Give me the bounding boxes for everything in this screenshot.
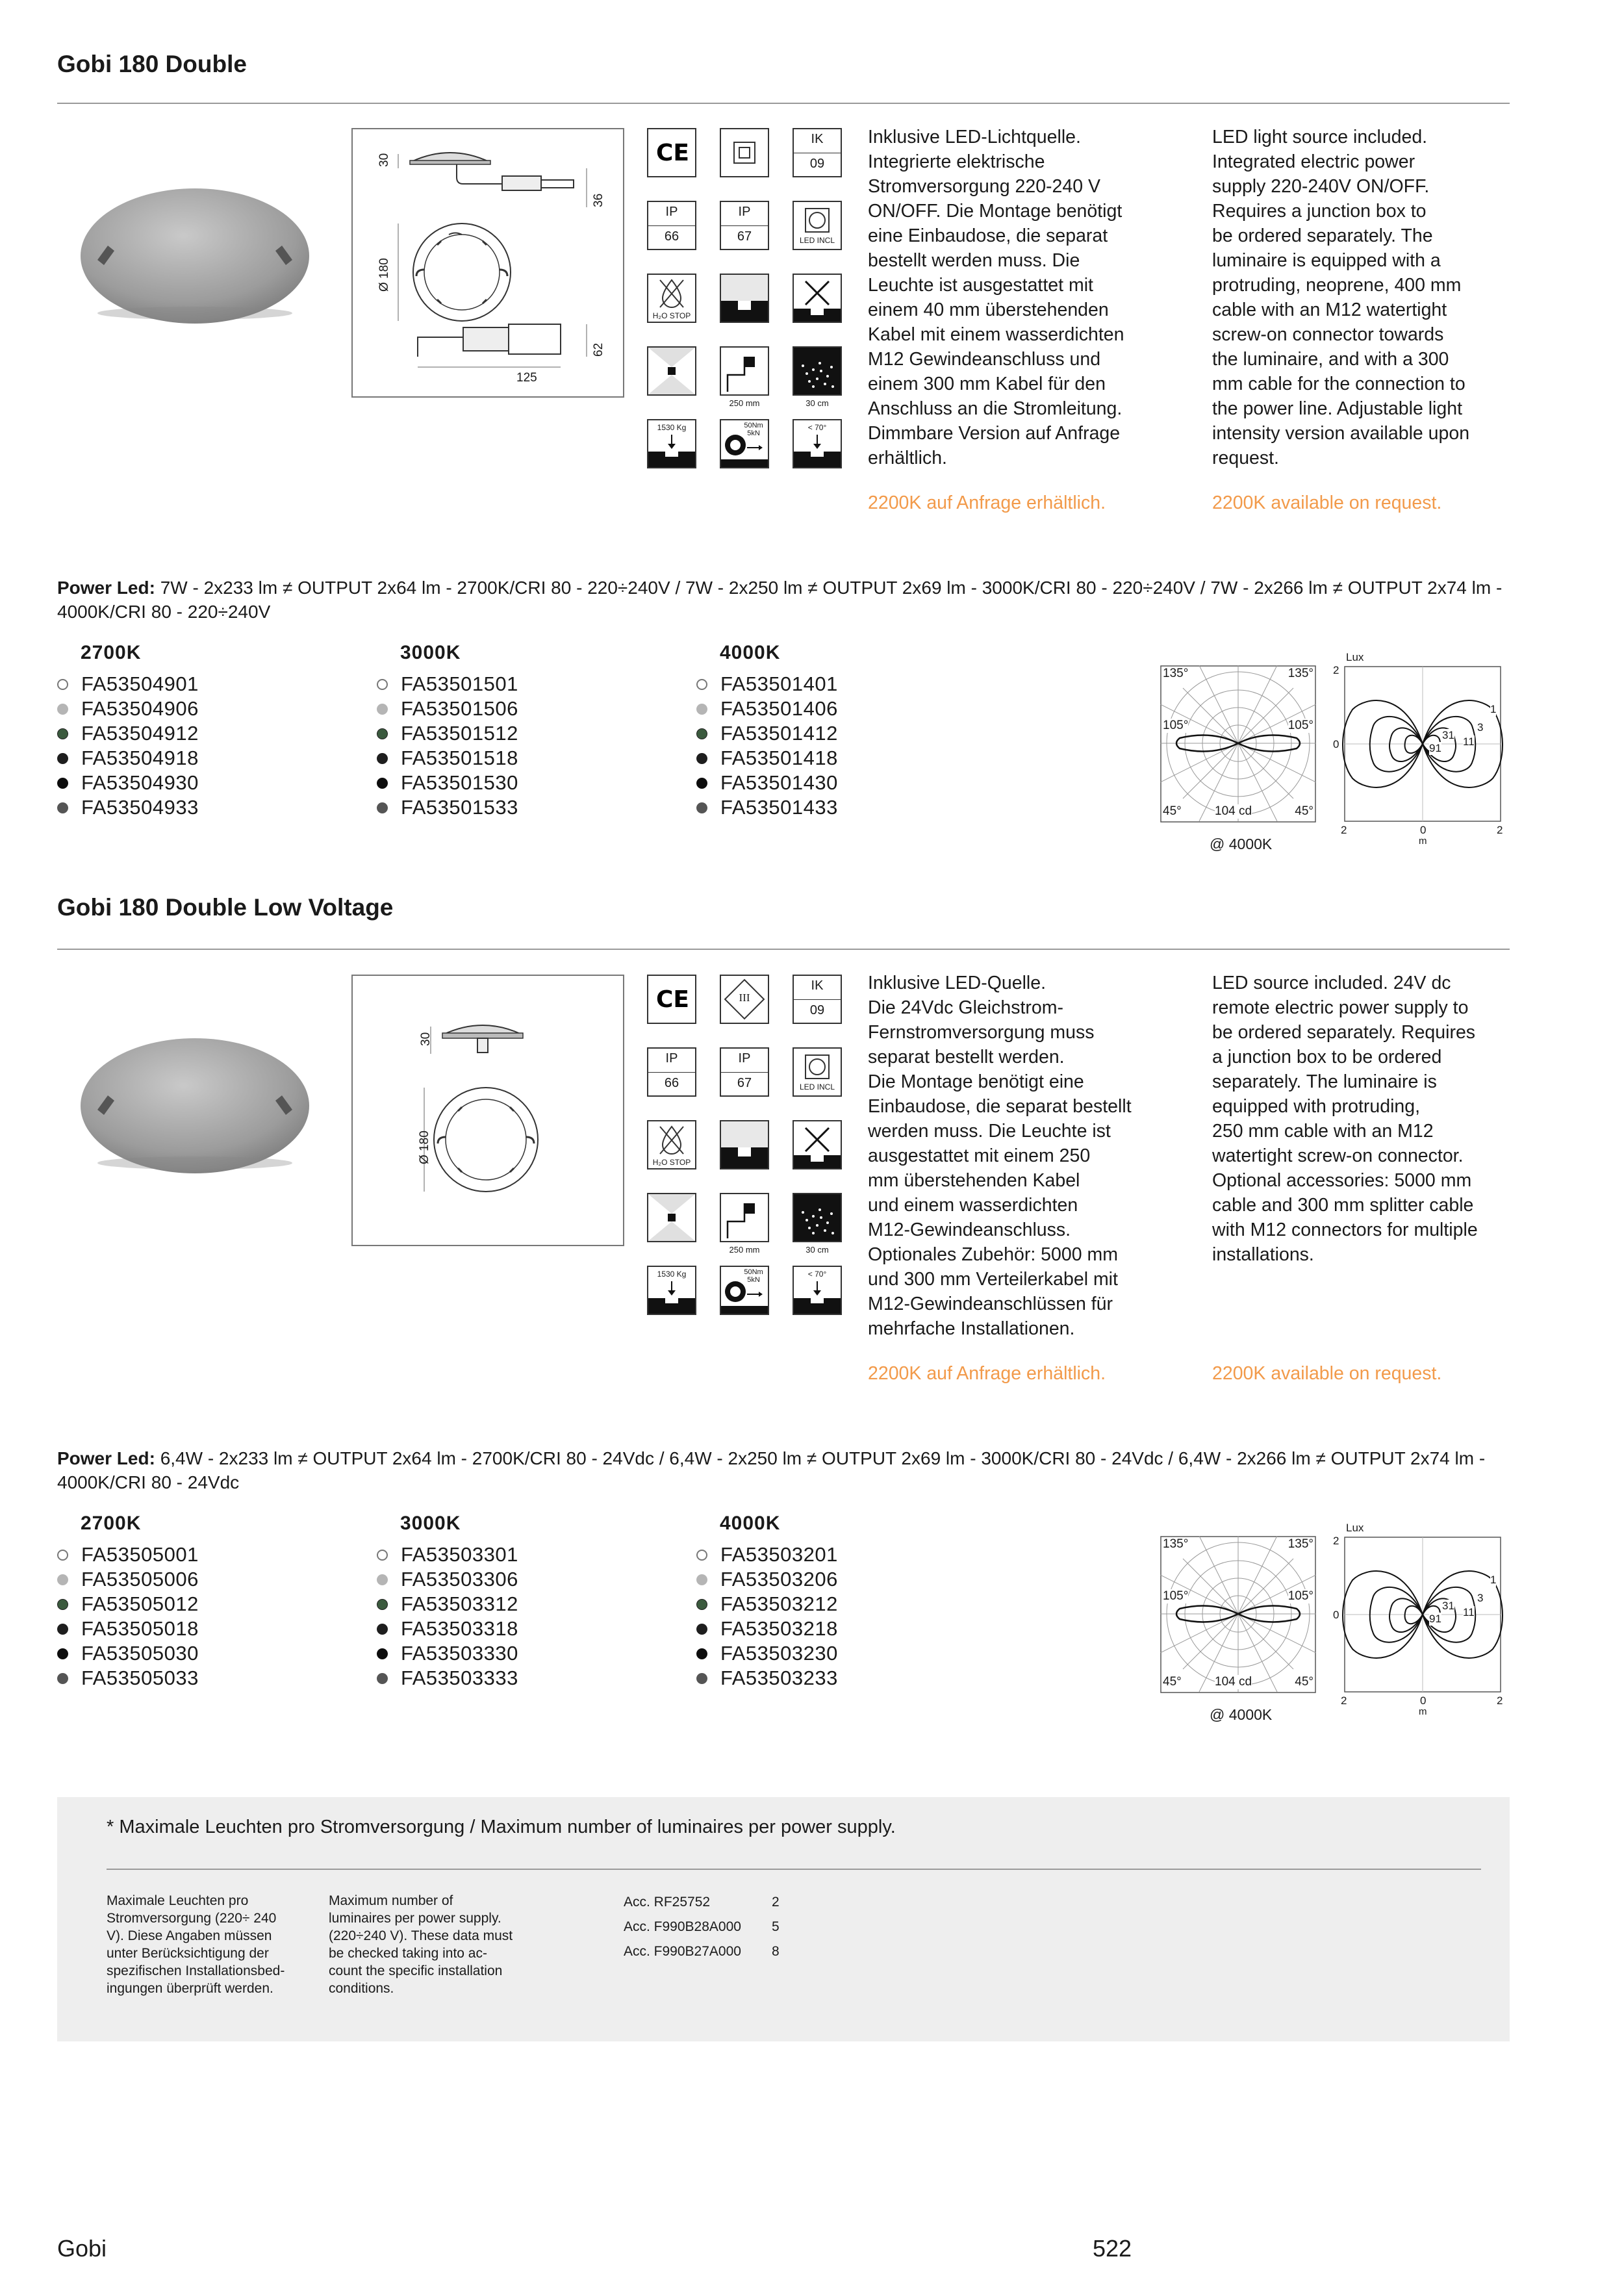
product-code-row: FA53505018 <box>57 1616 199 1641</box>
page-number: 522 <box>1093 2235 1132 2262</box>
product-code-row: FA53503306 <box>377 1567 518 1592</box>
class-iii-icon: III <box>720 975 769 1024</box>
product-code-row: FA53504930 <box>57 771 199 795</box>
product-code-row: FA53504933 <box>57 795 199 820</box>
dim-diameter: Ø 180 <box>418 1131 431 1164</box>
code-column-3000k: 3000K FA53501501 FA53501506 FA53501512 FA53501518 FA53501530 FA53501533 <box>377 642 518 820</box>
product-code-row: FA53505006 <box>57 1567 199 1592</box>
finish-swatch <box>696 704 707 715</box>
led-included-icon: LED INCL <box>793 1047 842 1097</box>
code-column-3000k: 3000K FA53503301 FA53503306 FA53503312 FA53503318 FA53503330 FA53503333 <box>377 1513 518 1691</box>
product-code-row: FA53501506 <box>377 696 518 721</box>
description-en: LED light source included. Integrated electric power supply 220-240V ON/OFF. Requires a junction box to be ordered separately. The luminaire is equipped with a protruding, neoprene, 400 mm cable with an M12 watertight screw-on connector towards the luminaire, and with a 300 mm cable for the connection to the power line. Adjustable light intensity version available upon request. <box>1212 127 1470 468</box>
installation-icon <box>720 1120 769 1169</box>
finish-swatch <box>377 1550 388 1561</box>
water-stop-icon: H₂O STOP <box>647 1120 696 1169</box>
no-cover-icon <box>793 1120 842 1169</box>
product-code-row: FA53501412 <box>696 721 838 746</box>
accessory-row: Acc. F990B27A000 8 <box>624 1944 780 1959</box>
finish-swatch <box>377 1599 388 1610</box>
finish-swatch <box>696 1624 707 1635</box>
code-column-4000k: 4000K FA53501401 FA53501406 FA53501412 FA53501418 FA53501430 FA53501433 <box>696 642 838 820</box>
product-code-row: FA53503318 <box>377 1616 518 1641</box>
dim-62: 62 <box>592 342 605 357</box>
product-code-row: FA53501418 <box>696 746 838 771</box>
product-code-row: FA53504912 <box>57 721 199 746</box>
note-2200k-en: 2200K available on request. <box>1212 492 1442 513</box>
finish-swatch <box>696 728 707 739</box>
product-code-row: FA53503230 <box>696 1641 838 1666</box>
product-code-row: FA53503333 <box>377 1666 518 1691</box>
section-title: Gobi 180 Double <box>57 51 247 77</box>
product-code-row: FA53503201 <box>696 1542 838 1567</box>
polar-caption: @ 4000K <box>1210 1706 1273 1723</box>
ip67-icon: IP 67 <box>720 1047 769 1097</box>
finish-swatch <box>377 679 388 690</box>
finish-swatch <box>696 1599 707 1610</box>
finish-swatch <box>377 1624 388 1635</box>
divider <box>57 103 1510 104</box>
finish-swatch <box>377 753 388 764</box>
technical-drawing <box>351 128 624 398</box>
footer-title: Gobi <box>57 2235 107 2262</box>
finish-swatch <box>696 778 707 789</box>
description-en: LED source included. 24V dc remote electric power supply to be ordered separately. Requires a junction box to be ordered separately. The luminaire is equipped with protruding, 250 mm cable with an M12 watertight screw-on connector. Optional accessories: 5000 mm cable and 300 mm splitter cable with M12 connectors for multiple installations. <box>1212 973 1478 1265</box>
dim-height: 30 <box>377 153 391 167</box>
led-included-icon: LED INCL <box>793 201 842 250</box>
product-code-row: FA53505001 <box>57 1542 199 1567</box>
info-note-en: Maximum number of luminaires per power supply. (220÷240 V). These data must be checked taking into ac- count the specific installation conditions. <box>329 1893 513 1996</box>
product-code-row: FA53503330 <box>377 1641 518 1666</box>
finish-swatch <box>377 1574 388 1585</box>
finish-swatch <box>696 1574 707 1585</box>
info-note-de: Maximale Leuchten pro Stromversorgung (220÷ 240 V). Diese Angaben müssen unter Berücksichtigung der spezifischen Installationsbed- ingungen überprüft werden. <box>107 1893 285 1996</box>
product-code-row: FA53501433 <box>696 795 838 820</box>
divider <box>107 1869 1481 1870</box>
product-code-row: FA53504918 <box>57 746 199 771</box>
code-column-4000k: 4000K FA53503201 FA53503206 FA53503212 FA53503218 FA53503230 FA53503233 <box>696 1513 838 1691</box>
load-icon: 1530 Kg <box>647 419 696 468</box>
product-code-row: FA53504906 <box>57 696 199 721</box>
polar-diagram: 135° 135° 105° 105° 45° 104 cd 45° <box>1160 665 1316 826</box>
light-emission-icon <box>647 1193 696 1242</box>
code-column-2700k: 2700K FA53504901 FA53504906 FA53504912 FA53504918 FA53504930 FA53504933 <box>57 642 199 820</box>
no-cover-icon <box>793 274 842 323</box>
accessory-row: Acc. RF25752 2 <box>624 1895 780 1910</box>
product-photo <box>78 1033 312 1176</box>
finish-swatch <box>696 1550 707 1561</box>
product-code-row: FA53503218 <box>696 1616 838 1641</box>
finish-swatch <box>57 1550 68 1561</box>
finish-swatch <box>57 1624 68 1635</box>
spacing-icon: 30 cm <box>793 1193 842 1242</box>
finish-swatch <box>57 778 68 789</box>
finish-swatch <box>696 1648 707 1659</box>
lux-diagram: Lux 2 0 2 0 2 m 1 3 11 31 91 <box>1333 651 1503 847</box>
finish-swatch <box>57 1673 68 1684</box>
product-code-row: FA53501533 <box>377 795 518 820</box>
power-spec: Power Led: 7W - 2x233 lm ≠ OUTPUT 2x64 lm - 2700K/CRI 80 - 220÷240V / 7W - 2x250 lm ≠ OUTPUT 2x69 lm - 3000K/CRI 80 - 220÷240V / 7W - 2x266 lm ≠ OUTPUT 2x74 lm - 4000K/CRI 80 - 220÷240V <box>57 578 1503 622</box>
water-stop-icon: H₂O STOP <box>647 274 696 323</box>
ik-rating-icon: IK 09 <box>793 128 842 177</box>
divider <box>57 949 1510 950</box>
ip67-icon: IP 67 <box>720 201 769 250</box>
product-code-row: FA53503301 <box>377 1542 518 1567</box>
light-emission-icon <box>647 346 696 396</box>
polar-diagram: 135° 135° 105° 105° 45° 104 cd 45° <box>1160 1536 1316 1697</box>
product-code-row: FA53505012 <box>57 1592 199 1616</box>
product-code-row: FA53505033 <box>57 1666 199 1691</box>
finish-swatch <box>57 1599 68 1610</box>
finish-swatch <box>377 704 388 715</box>
ce-icon <box>647 128 696 177</box>
accessory-table <box>624 1895 780 1969</box>
finish-swatch <box>377 802 388 813</box>
torque-icon: 50Nm 5kN <box>720 419 769 468</box>
dim-height: 30 <box>419 1032 433 1046</box>
polar-caption: @ 4000K <box>1210 836 1273 852</box>
finish-swatch <box>377 728 388 739</box>
product-code-row: FA53503233 <box>696 1666 838 1691</box>
product-code-row: FA53503212 <box>696 1592 838 1616</box>
class-ii-icon <box>720 128 769 177</box>
spacing-icon: 30 cm <box>793 346 842 396</box>
recess-distance-icon: 250 mm <box>720 346 769 396</box>
ip66-icon: IP 66 <box>647 201 696 250</box>
svg-text:CE: CE <box>656 140 690 166</box>
info-title: * Maximale Leuchten pro Stromversorgung / Maximum number of luminaires per power supply. <box>107 1817 896 1837</box>
finish-swatch <box>696 1673 707 1684</box>
description-de: Inklusive LED-Lichtquelle. Integrierte elektrische Stromversorgung 220-240 V ON/OFF. Die Montage benötigt eine Einbaudose, die separat bestellt werden muss. Die Leuchte ist ausgestattet mit einem 40 mm überstehenden Kabel mit einem wasserdichten M12 Gewindeanschluss und einem 300 mm Kabel für den Anschluss an die Stromleitung. Dimmbare Version auf Anfrage erhältlich. <box>868 127 1124 468</box>
icon-grid <box>647 975 842 1325</box>
note-2200k-en: 2200K available on request. <box>1212 1363 1442 1384</box>
tilt-angle-icon: < 70° <box>793 1266 842 1315</box>
dim-diameter: Ø 180 <box>377 258 391 292</box>
product-photo <box>78 183 312 326</box>
info-box <box>57 1797 1510 2041</box>
finish-swatch <box>57 753 68 764</box>
note-2200k-de: 2200K auf Anfrage erhältlich. <box>868 1363 1106 1384</box>
product-code-row: FA53501518 <box>377 746 518 771</box>
finish-swatch <box>377 1648 388 1659</box>
ip66-icon: IP 66 <box>647 1047 696 1097</box>
dim-125: 125 <box>516 371 537 385</box>
description-de: Inklusive LED-Quelle. Die 24Vdc Gleichstrom- Fernstromversorgung muss separat bestellt werden. Die Montage benötigt eine Einbaudose, die separat bestellt werden muss. Die Leuchte ist ausgestattet mit einem 250 mm überstehenden Kabel und einem wasserdichten M12-Gewindeanschluss. Optionales Zubehör: 5000 mm und 300 mm Verteilerkabel mit M12-Gewindeanschlüssen für mehrfache Installationen. <box>868 973 1132 1339</box>
installation-icon <box>720 274 769 323</box>
finish-swatch <box>696 753 707 764</box>
finish-swatch <box>57 679 68 690</box>
finish-swatch <box>57 704 68 715</box>
finish-swatch <box>57 1574 68 1585</box>
ik-rating-icon: IK 09 <box>793 975 842 1024</box>
note-2200k-de: 2200K auf Anfrage erhältlich. <box>868 492 1106 513</box>
torque-icon: 50Nm 5kN <box>720 1266 769 1315</box>
product-code-row: FA53501530 <box>377 771 518 795</box>
product-code-row: FA53503206 <box>696 1567 838 1592</box>
accessory-row: Acc. F990B28A000 5 <box>624 1919 780 1934</box>
lux-diagram: Lux 2 0 2 0 2 m 1 3 11 31 91 <box>1333 1522 1503 1717</box>
ce-icon <box>647 975 696 1024</box>
product-code-row: FA53501406 <box>696 696 838 721</box>
finish-swatch <box>57 802 68 813</box>
product-code-row: FA53501401 <box>696 672 838 696</box>
code-column-2700k: 2700K FA53505001 FA53505006 FA53505012 FA53505018 FA53505030 FA53505033 <box>57 1513 199 1691</box>
finish-swatch <box>696 679 707 690</box>
finish-swatch <box>696 802 707 813</box>
product-code-row: FA53505030 <box>57 1641 199 1666</box>
finish-swatch <box>57 728 68 739</box>
icon-grid <box>647 128 842 479</box>
product-code-row: FA53501430 <box>696 771 838 795</box>
load-icon: 1530 Kg <box>647 1266 696 1315</box>
product-code-row: FA53501501 <box>377 672 518 696</box>
tilt-angle-icon: < 70° <box>793 419 842 468</box>
power-spec: Power Led: 6,4W - 2x233 lm ≠ OUTPUT 2x64 lm - 2700K/CRI 80 - 24Vdc / 6,4W - 2x250 lm ≠ OUTPUT 2x69 lm - 3000K/CRI 80 - 24Vdc / 6,4W - 2x266 lm ≠ OUTPUT 2x74 lm - 4000K/CRI 80 - 24Vdc <box>57 1448 1486 1492</box>
section-title: Gobi 180 Double Low Voltage <box>57 894 394 921</box>
product-code-row: FA53503312 <box>377 1592 518 1616</box>
recess-distance-icon: 250 mm <box>720 1193 769 1242</box>
finish-swatch <box>57 1648 68 1659</box>
finish-swatch <box>377 1673 388 1684</box>
product-code-row: FA53504901 <box>57 672 199 696</box>
product-code-row: FA53501512 <box>377 721 518 746</box>
svg-text:CE: CE <box>656 986 690 1013</box>
dim-36: 36 <box>592 193 605 207</box>
finish-swatch <box>377 778 388 789</box>
technical-drawing <box>351 975 624 1246</box>
